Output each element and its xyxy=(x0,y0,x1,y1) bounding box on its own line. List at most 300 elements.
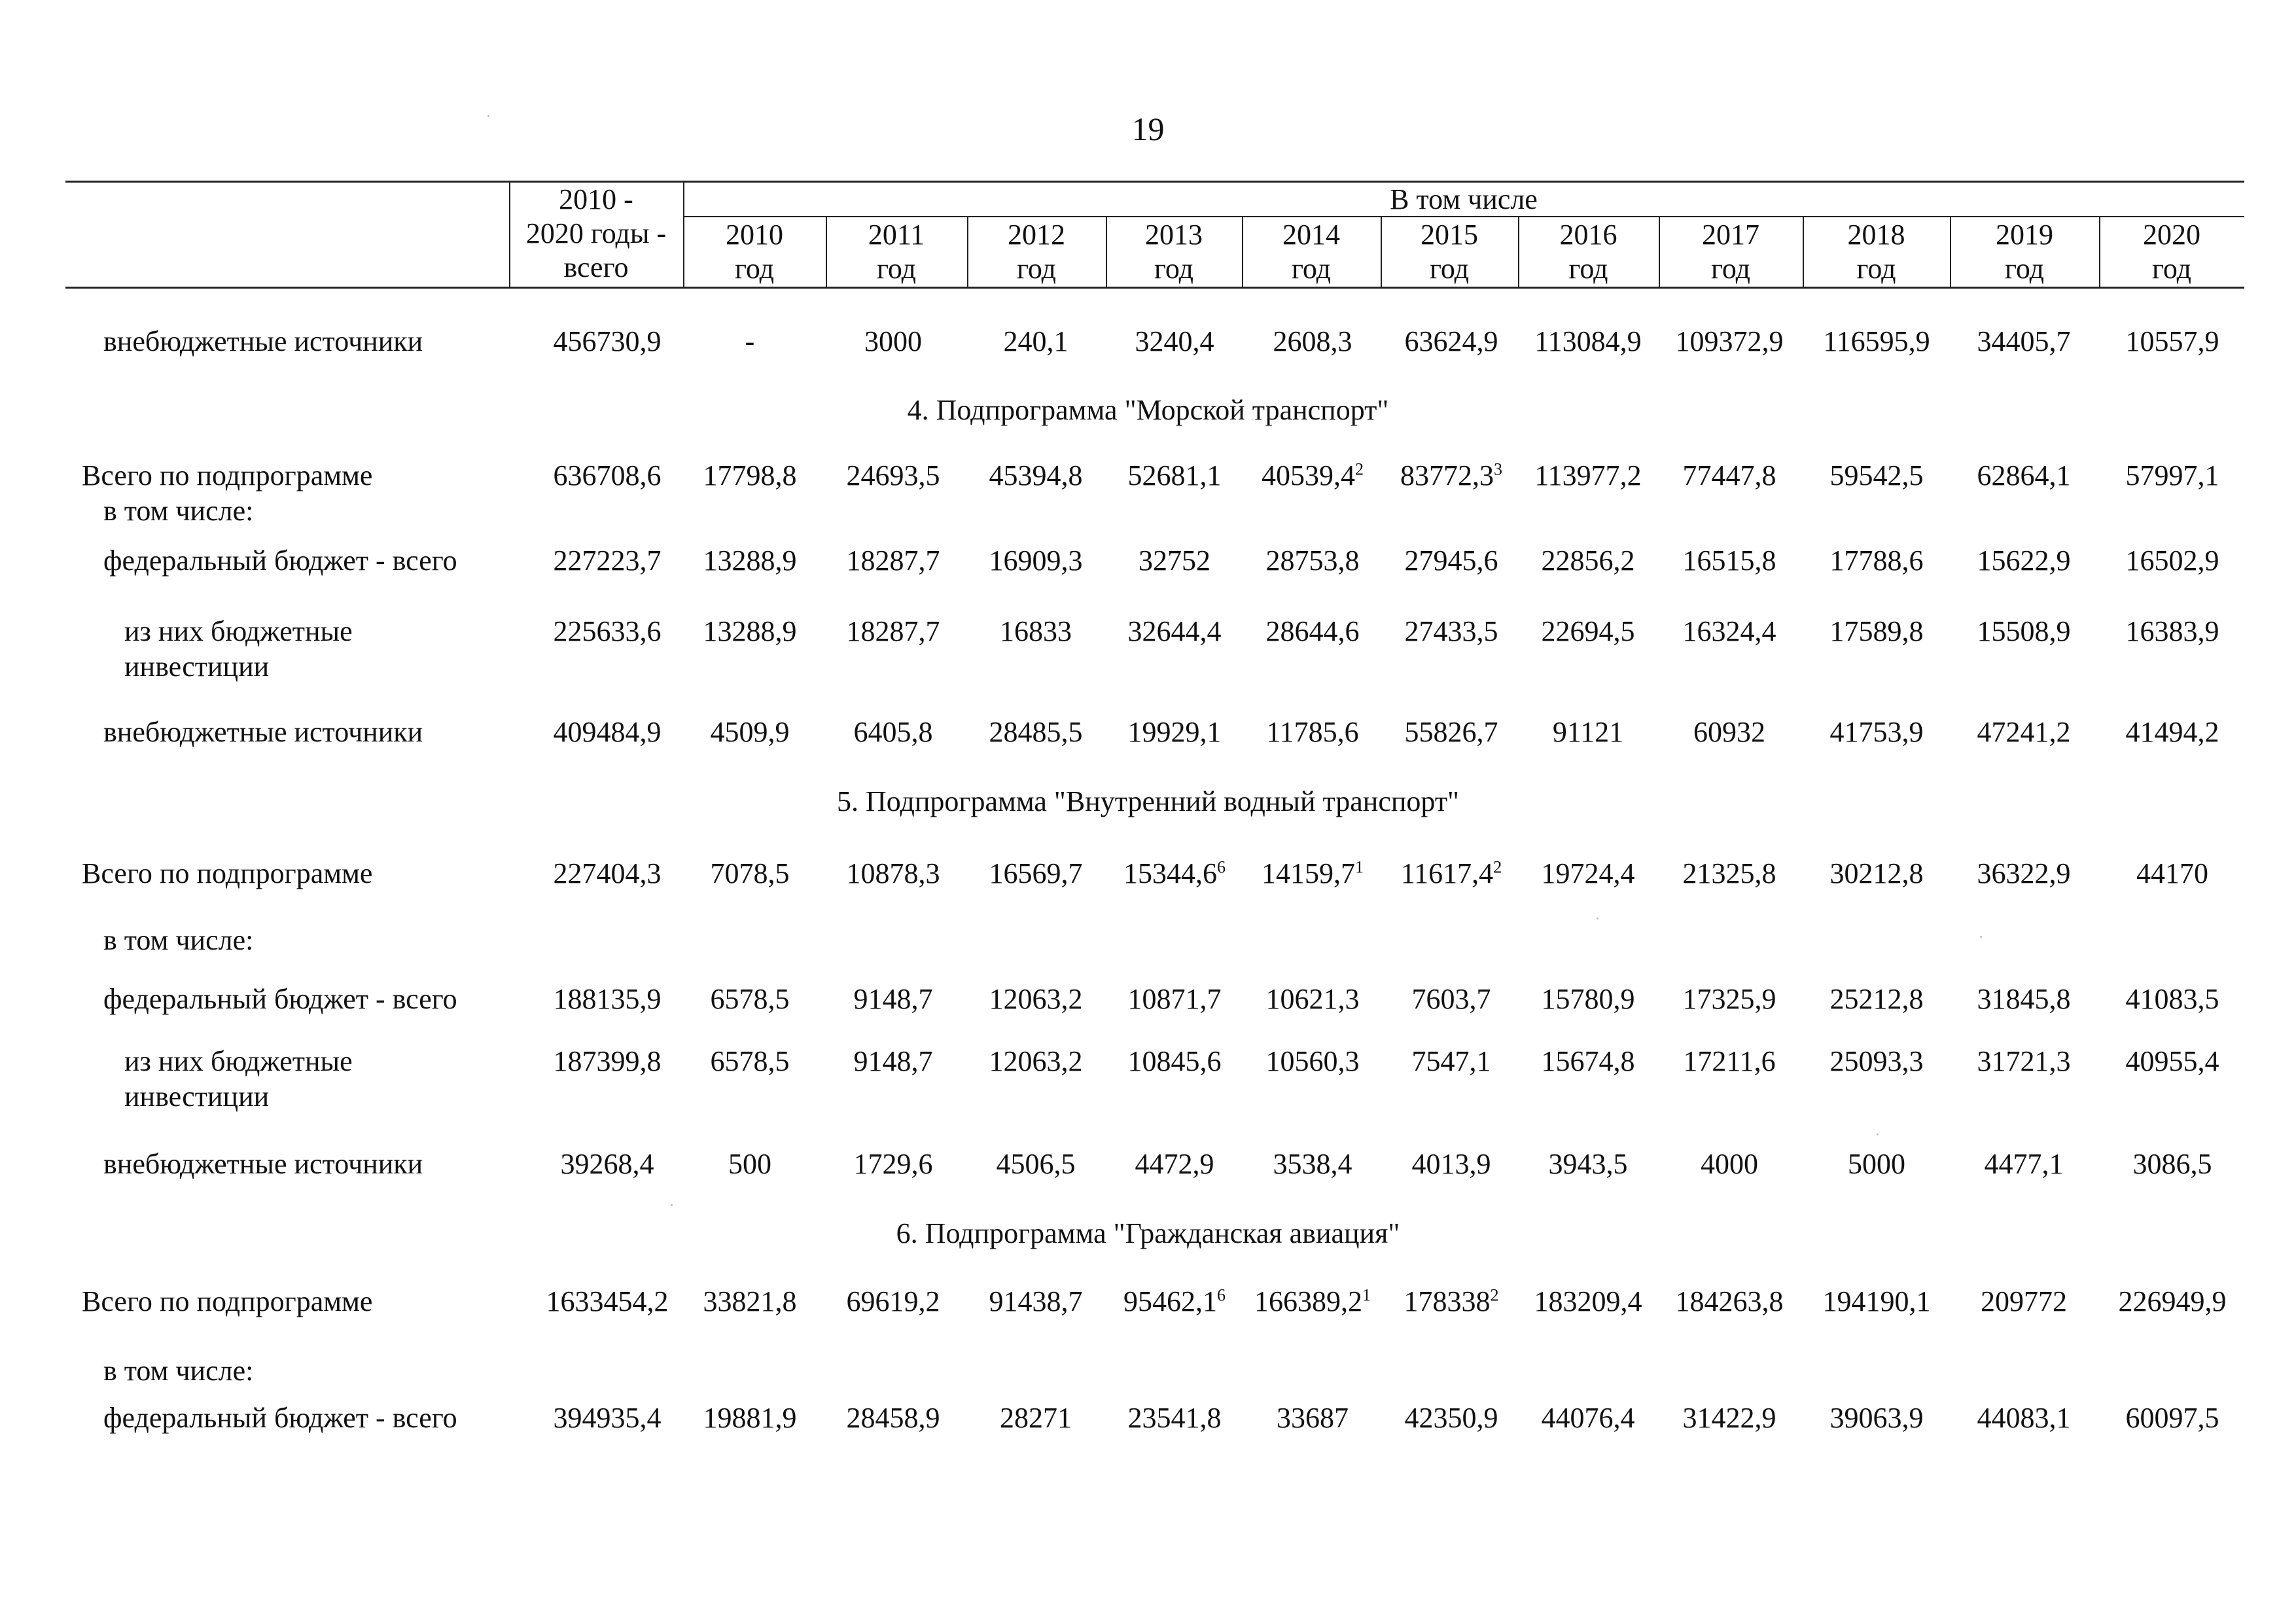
cell-value: 5000 xyxy=(1848,1148,1905,1180)
year-cell xyxy=(684,614,815,649)
row-label: Всего по подпрограмме xyxy=(82,857,373,889)
row-label: из них бюджетные xyxy=(124,1045,353,1077)
row-label: внебюджетные источники xyxy=(103,325,423,357)
cell-value: 16502,9 xyxy=(2125,544,2219,577)
cell-value: 62864,1 xyxy=(1977,459,2071,491)
year-cell xyxy=(684,715,815,750)
total-cell xyxy=(542,1284,673,1319)
year-cell xyxy=(1247,458,1378,493)
cell-value: 17589,8 xyxy=(1829,615,1924,647)
year-cell xyxy=(1247,1400,1378,1436)
cell-value: 30212,8 xyxy=(1829,857,1924,889)
cell-value: 44083,1 xyxy=(1977,1402,2071,1434)
year-cell xyxy=(970,856,1101,891)
year-cell xyxy=(1958,614,2089,649)
scan-speck xyxy=(487,115,489,117)
cell-value: 7547,1 xyxy=(1411,1045,1491,1077)
cell-value: 17798,8 xyxy=(703,459,797,491)
cell-value: 83772,3 xyxy=(1400,459,1494,491)
subprogram-heading: 5. Подпрограмма "Внутренний водный транспорт" xyxy=(836,785,1460,817)
cell-value: 16324,4 xyxy=(1682,615,1776,647)
year-cell xyxy=(1109,982,1240,1017)
total-cell xyxy=(542,614,673,649)
year-cell xyxy=(1109,1400,1240,1436)
cell-value: 187399,8 xyxy=(553,1045,662,1077)
year-cell xyxy=(970,543,1101,579)
year-header: 2011 xyxy=(868,219,925,251)
year-cell xyxy=(1523,1147,1653,1182)
year-cell xyxy=(1523,1400,1653,1436)
year-cell xyxy=(828,458,959,493)
year-cell xyxy=(828,614,959,649)
cell-value: 25093,3 xyxy=(1829,1045,1924,1077)
row-label: в том числе: xyxy=(103,1355,254,1387)
total-cell xyxy=(542,982,673,1017)
year-cell xyxy=(1811,1284,1942,1319)
year-cell xyxy=(1247,543,1378,579)
year-cell xyxy=(1386,856,1517,891)
cell-value: 10878,3 xyxy=(846,857,940,889)
year-cell xyxy=(1664,982,1795,1017)
cell-value: 209772 xyxy=(1981,1285,2067,1317)
cell-value: 63624,9 xyxy=(1404,325,1498,357)
year-cell xyxy=(684,1147,815,1182)
year-cell xyxy=(1664,324,1795,359)
cell-value: 41494,2 xyxy=(2125,716,2219,748)
year-cell xyxy=(970,614,1101,649)
year-cell xyxy=(684,1044,815,1079)
year-suffix-header: год xyxy=(1710,253,1751,285)
total-cell xyxy=(542,543,673,579)
year-header: 2020 xyxy=(2143,219,2200,251)
row-label: федеральный бюджет - всего xyxy=(103,983,457,1015)
cell-value: 11785,6 xyxy=(1266,716,1359,748)
cell-value: 32644,4 xyxy=(1127,615,1222,647)
year-cell xyxy=(1811,856,1942,891)
cell-value: 69619,2 xyxy=(846,1285,940,1317)
year-cell xyxy=(1523,856,1653,891)
year-cell xyxy=(1386,614,1517,649)
year-cell xyxy=(1664,1044,1795,1079)
year-header: 2010 xyxy=(726,219,783,251)
row-label: в том числе: xyxy=(103,495,254,527)
cell-value: 16909,3 xyxy=(989,544,1083,577)
total-cell xyxy=(542,458,673,493)
cell-value: 19881,9 xyxy=(703,1402,797,1434)
cell-value: 10557,9 xyxy=(2125,325,2219,357)
year-cell xyxy=(684,543,815,579)
cell-value: 15508,9 xyxy=(1977,615,2071,647)
cell-value: 27945,6 xyxy=(1404,544,1498,577)
year-cell xyxy=(1109,458,1240,493)
cell-value: 16515,8 xyxy=(1682,544,1776,577)
cell-value: 227223,7 xyxy=(553,544,662,577)
year-cell xyxy=(684,1400,815,1436)
year-cell xyxy=(1664,614,1795,649)
year-cell xyxy=(1386,324,1517,359)
cell-value: 409484,9 xyxy=(553,716,662,748)
year-cell xyxy=(1664,1147,1795,1182)
row-label: Всего по подпрограмме xyxy=(82,459,373,491)
cell-value: 32752 xyxy=(1139,544,1210,577)
year-cell xyxy=(1958,1400,2089,1436)
year-cell xyxy=(1958,324,2089,359)
cell-value: 14159,7 xyxy=(1262,857,1355,889)
cell-value: 7603,7 xyxy=(1411,983,1491,1015)
cell-value: 44170 xyxy=(2136,857,2208,889)
year-cell xyxy=(1664,1284,1795,1319)
year-header: 2017 xyxy=(1702,219,1759,251)
scan-speck xyxy=(1980,936,1982,938)
year-cell xyxy=(1386,1284,1517,1319)
year-suffix-header: год xyxy=(1016,253,1057,285)
year-suffix-header: год xyxy=(876,253,917,285)
cell-value: 19724,4 xyxy=(1541,857,1635,889)
cell-value: 31845,8 xyxy=(1977,983,2071,1015)
total-cell xyxy=(542,324,673,359)
cell-value: 31721,3 xyxy=(1977,1045,2071,1077)
cell-value: 1729,6 xyxy=(853,1148,933,1180)
year-cell xyxy=(1811,324,1942,359)
year-cell xyxy=(2107,856,2238,891)
year-cell xyxy=(828,1284,959,1319)
year-cell xyxy=(1523,458,1653,493)
cell-value: 91121 xyxy=(1552,716,1624,748)
cell-value: 6578,5 xyxy=(710,983,790,1015)
total-column-header-line: 2010 - xyxy=(559,183,633,215)
year-suffix-header: год xyxy=(734,253,775,285)
year-cell xyxy=(828,1400,959,1436)
scan-speck xyxy=(671,1204,673,1206)
cell-value: 45394,8 xyxy=(989,459,1083,491)
cell-value: 28458,9 xyxy=(846,1402,940,1434)
year-cell xyxy=(828,1147,959,1182)
page-number: 19 xyxy=(1131,111,1165,147)
year-cell xyxy=(1958,458,2089,493)
cell-value: 10560,3 xyxy=(1265,1045,1360,1077)
cell-value: 33687 xyxy=(1277,1402,1349,1434)
cell-value: 15780,9 xyxy=(1541,983,1635,1015)
row-label: инвестиции xyxy=(124,1080,270,1113)
year-cell xyxy=(1811,715,1942,750)
cell-value: 39268,4 xyxy=(560,1148,654,1180)
year-cell xyxy=(1247,856,1378,891)
year-cell xyxy=(828,543,959,579)
scan-speck xyxy=(1877,1133,1879,1135)
cell-value: 60097,5 xyxy=(2125,1402,2219,1434)
year-cell xyxy=(1958,1284,2089,1319)
year-cell xyxy=(1811,543,1942,579)
cell-value: 4506,5 xyxy=(996,1148,1076,1180)
cell-value: 22694,5 xyxy=(1541,615,1635,647)
cell-value: 116595,9 xyxy=(1823,325,1930,357)
cell-value: 166389,2 xyxy=(1254,1285,1362,1317)
cell-value: 41753,9 xyxy=(1829,716,1924,748)
year-cell xyxy=(1523,1284,1653,1319)
cell-value: 47241,2 xyxy=(1977,716,2071,748)
year-cell xyxy=(2107,982,2238,1017)
cell-value: 636708,6 xyxy=(553,459,662,491)
cell-value: 24693,5 xyxy=(846,459,940,491)
year-cell xyxy=(1386,982,1517,1017)
year-cell xyxy=(1958,1147,2089,1182)
year-cell xyxy=(1523,715,1653,750)
footnote-marker: 3 xyxy=(1494,459,1502,479)
year-cell xyxy=(970,458,1101,493)
cell-value: 18287,7 xyxy=(846,615,940,647)
year-cell xyxy=(2107,1147,2238,1182)
year-cell xyxy=(1664,458,1795,493)
year-cell xyxy=(970,1147,1101,1182)
footnote-marker: 6 xyxy=(1217,1285,1226,1305)
footnote-marker: 2 xyxy=(1493,857,1502,877)
row-label: из них бюджетные xyxy=(124,615,353,647)
year-cell xyxy=(1109,1147,1240,1182)
footnote-marker: 1 xyxy=(1362,1285,1371,1305)
cell-value: 10871,7 xyxy=(1127,983,1222,1015)
cell-value: 60932 xyxy=(1693,716,1765,748)
year-cell xyxy=(1109,543,1240,579)
year-cell xyxy=(1386,543,1517,579)
cell-value: 240,1 xyxy=(1003,325,1069,357)
cell-value: 500 xyxy=(728,1148,771,1180)
year-cell xyxy=(1958,856,2089,891)
cell-value: 188135,9 xyxy=(553,983,662,1015)
year-cell xyxy=(684,982,815,1017)
cell-value: 6578,5 xyxy=(710,1045,790,1077)
year-cell xyxy=(2107,715,2238,750)
cell-value: 55826,7 xyxy=(1404,716,1498,748)
row-label: федеральный бюджет - всего xyxy=(103,1402,457,1434)
year-header: 2014 xyxy=(1282,219,1340,251)
cell-value: 3000 xyxy=(864,325,922,357)
cell-value: 17211,6 xyxy=(1683,1045,1776,1077)
cell-value: 6405,8 xyxy=(853,716,933,748)
cell-value: 3943,5 xyxy=(1548,1148,1628,1180)
total-column-header-line: 2020 годы - xyxy=(525,217,667,249)
subprogram-heading: 6. Подпрограмма "Гражданская авиация" xyxy=(896,1217,1400,1249)
cell-value: 22856,2 xyxy=(1541,544,1635,577)
footnote-marker: 1 xyxy=(1355,857,1364,877)
year-cell xyxy=(1811,1400,1942,1436)
year-suffix-header: год xyxy=(1856,253,1896,285)
total-column-header-line: всего xyxy=(563,251,629,283)
cell-value: 394935,4 xyxy=(553,1402,662,1434)
year-suffix-header: год xyxy=(1429,253,1470,285)
cell-value: 11617,4 xyxy=(1400,857,1494,889)
year-cell xyxy=(1811,1044,1942,1079)
cell-value: 4472,9 xyxy=(1135,1148,1214,1180)
cell-value: 40955,4 xyxy=(2125,1045,2219,1077)
cell-value: 23541,8 xyxy=(1127,1402,1222,1434)
year-header: 2018 xyxy=(1847,219,1905,251)
year-header: 2015 xyxy=(1421,219,1478,251)
year-cell xyxy=(1386,458,1517,493)
cell-value: 456730,9 xyxy=(553,325,662,357)
year-cell xyxy=(1109,715,1240,750)
cell-value: 113977,2 xyxy=(1534,459,1642,491)
cell-value: 34405,7 xyxy=(1977,325,2071,357)
year-cell xyxy=(684,1284,815,1319)
year-cell xyxy=(1109,1284,1240,1319)
year-cell xyxy=(1664,715,1795,750)
cell-value: 178338 xyxy=(1404,1285,1491,1317)
year-cell xyxy=(2107,1044,2238,1079)
cell-value: 27433,5 xyxy=(1404,615,1498,647)
year-cell xyxy=(970,982,1101,1017)
year-suffix-header: год xyxy=(1568,253,1608,285)
cell-value: 16383,9 xyxy=(2125,615,2219,647)
row-label: в том числе: xyxy=(103,924,254,956)
year-cell xyxy=(1109,324,1240,359)
cell-value: 77447,8 xyxy=(1682,459,1776,491)
year-cell xyxy=(828,982,959,1017)
total-cell xyxy=(542,1400,673,1436)
year-cell xyxy=(1958,543,2089,579)
cell-value: 41083,5 xyxy=(2125,983,2219,1015)
year-cell xyxy=(970,715,1101,750)
year-cell xyxy=(1247,614,1378,649)
cell-value: 9148,7 xyxy=(853,1045,933,1077)
cell-value: 28271 xyxy=(1000,1402,1072,1434)
year-suffix-header: год xyxy=(2004,253,2045,285)
cell-value: 3538,4 xyxy=(1273,1148,1352,1180)
year-cell xyxy=(1523,614,1653,649)
year-cell xyxy=(1664,1400,1795,1436)
cell-value: 42350,9 xyxy=(1404,1402,1498,1434)
year-cell xyxy=(2107,1400,2238,1436)
group-header: В том числе xyxy=(1390,183,1538,215)
total-cell xyxy=(542,1147,673,1182)
cell-value: 3086,5 xyxy=(2132,1148,2212,1180)
year-cell xyxy=(2107,324,2238,359)
cell-value: 183209,4 xyxy=(1534,1285,1642,1317)
year-cell xyxy=(1523,982,1653,1017)
year-header: 2019 xyxy=(1996,219,2053,251)
cell-value: 1633454,2 xyxy=(546,1285,669,1317)
cell-value: 2608,3 xyxy=(1273,325,1352,357)
footnote-marker: 6 xyxy=(1217,857,1226,877)
cell-value: 15622,9 xyxy=(1977,544,2071,577)
cell-value: 59542,5 xyxy=(1829,459,1924,491)
cell-value: 16569,7 xyxy=(989,857,1083,889)
cell-value: 16833 xyxy=(1000,615,1072,647)
total-cell xyxy=(542,1044,673,1079)
year-cell xyxy=(1247,1284,1378,1319)
year-cell xyxy=(1247,1147,1378,1182)
row-label: Всего по подпрограмме xyxy=(82,1285,373,1317)
cell-value: 10845,6 xyxy=(1127,1045,1222,1077)
cell-value: 227404,3 xyxy=(553,857,662,889)
footnote-marker: 2 xyxy=(1490,1285,1499,1305)
cell-value: 17788,6 xyxy=(1829,544,1924,577)
cell-value: 28753,8 xyxy=(1265,544,1360,577)
cell-value: 44076,4 xyxy=(1541,1402,1635,1434)
cell-value: 17325,9 xyxy=(1682,983,1776,1015)
year-header: 2012 xyxy=(1008,219,1065,251)
cell-value: 57997,1 xyxy=(2125,459,2219,491)
cell-value: 12063,2 xyxy=(989,983,1083,1015)
cell-value: 18287,7 xyxy=(846,544,940,577)
year-cell xyxy=(1247,715,1378,750)
total-cell xyxy=(542,715,673,750)
cell-value: 33821,8 xyxy=(703,1285,797,1317)
year-suffix-header: год xyxy=(2151,253,2192,285)
year-cell xyxy=(970,324,1101,359)
year-cell xyxy=(828,1044,959,1079)
cell-value: 9148,7 xyxy=(853,983,933,1015)
year-suffix-header: год xyxy=(1154,253,1194,285)
year-header: 2016 xyxy=(1559,219,1617,251)
year-cell xyxy=(1811,614,1942,649)
row-label: инвестиции xyxy=(124,651,270,683)
cell-value: 194190,1 xyxy=(1822,1285,1931,1317)
year-cell xyxy=(2107,543,2238,579)
year-cell xyxy=(1386,715,1517,750)
cell-value: 40539,4 xyxy=(1262,459,1355,491)
year-cell xyxy=(1523,324,1653,359)
year-suffix-header: год xyxy=(1291,253,1332,285)
cell-value: 39063,9 xyxy=(1829,1402,1924,1434)
cell-value: 19929,1 xyxy=(1127,716,1222,748)
year-cell xyxy=(684,458,815,493)
year-cell xyxy=(970,1400,1101,1436)
year-cell xyxy=(828,715,959,750)
cell-value: 184263,8 xyxy=(1675,1285,1784,1317)
year-cell xyxy=(828,324,959,359)
cell-value: 4509,9 xyxy=(710,716,790,748)
cell-value: 13288,9 xyxy=(703,544,797,577)
year-cell xyxy=(1109,614,1240,649)
year-cell xyxy=(1109,1044,1240,1079)
cell-value: 36322,9 xyxy=(1977,857,2071,889)
cell-value: 21325,8 xyxy=(1682,857,1776,889)
year-cell xyxy=(1247,324,1378,359)
year-cell xyxy=(684,856,815,891)
year-cell xyxy=(1109,856,1240,891)
cell-value: 13288,9 xyxy=(703,615,797,647)
year-cell xyxy=(1247,1044,1378,1079)
header-bottom-rule xyxy=(65,287,2244,289)
cell-value: 109372,9 xyxy=(1675,325,1784,357)
cell-value: 52681,1 xyxy=(1127,459,1222,491)
cell-value: 12063,2 xyxy=(989,1045,1083,1077)
cell-value: 28644,6 xyxy=(1265,615,1360,647)
year-cell xyxy=(1247,982,1378,1017)
cell-value: 25212,8 xyxy=(1829,983,1924,1015)
year-cell xyxy=(1386,1044,1517,1079)
year-cell xyxy=(828,856,959,891)
row-label: федеральный бюджет - всего xyxy=(103,544,457,577)
cell-value: 4477,1 xyxy=(1984,1148,2064,1180)
cell-value: 15674,8 xyxy=(1541,1045,1635,1077)
total-cell xyxy=(542,856,673,891)
footnote-marker: 2 xyxy=(1355,459,1364,479)
cell-value: 225633,6 xyxy=(553,615,662,647)
cell-value: 10621,3 xyxy=(1265,983,1360,1015)
cell-value: 28485,5 xyxy=(989,716,1083,748)
year-cell xyxy=(970,1284,1101,1319)
cell-value: 15344,6 xyxy=(1123,857,1217,889)
cell-value: - xyxy=(745,325,755,357)
year-cell xyxy=(1958,715,2089,750)
year-cell xyxy=(684,324,815,359)
year-header: 2013 xyxy=(1145,219,1203,251)
year-cell xyxy=(1386,1400,1517,1436)
year-cell xyxy=(2107,614,2238,649)
year-cell xyxy=(1811,458,1942,493)
year-cell xyxy=(1523,1044,1653,1079)
